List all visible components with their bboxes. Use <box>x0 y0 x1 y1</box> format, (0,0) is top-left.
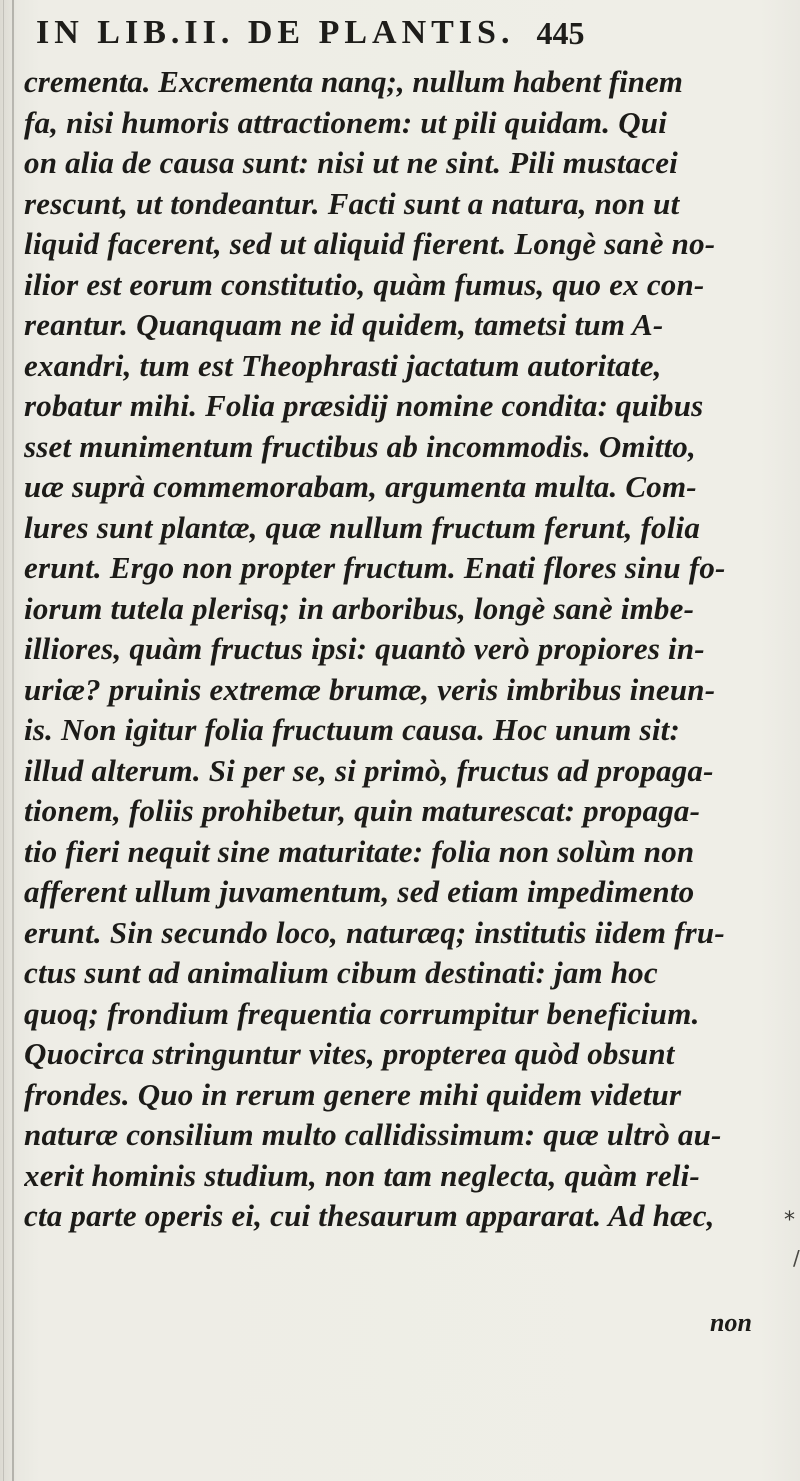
text-line: sset munimentum fructibus ab incommodis. Omitto, <box>24 428 696 464</box>
text-line: rescunt, ut tondeantur. Facti sunt a natura, non ut <box>24 185 680 221</box>
text-line: robatur mihi. Folia præsidij nomine condita: quibus <box>24 388 704 423</box>
text-line: ctus sunt ad animalium cibum destinati: jam hoc <box>24 955 658 990</box>
running-head <box>36 6 776 60</box>
text-line: Quocirca stringuntur vites, propterea quòd obsunt <box>24 1036 675 1071</box>
text-line: naturæ consilium multo callidissimum: quæ ultrò au- <box>24 1117 722 1152</box>
running-title: IN LIB.II. DE PLANTIS. <box>36 14 515 51</box>
text-line: ilior est eorum constitutio, quàm fumus, quo ex con- <box>24 266 705 302</box>
text-line: cta parte operis ei, cui thesaurum appararat. Ad hæc, <box>24 1198 715 1233</box>
text-line: liquid facerent, sed ut aliquid fierent. Longè sanè no- <box>24 226 716 261</box>
text-line: reantur. Quanquam ne id quidem, tametsi tum A- <box>24 307 664 342</box>
text-line: afferent ullum juvamentum, sed etiam impedimento <box>24 874 695 909</box>
margin-slash-mark: / <box>793 1246 800 1270</box>
text-line: lures sunt plantæ, quæ nullum fructum ferunt, folia <box>24 509 701 545</box>
page-number: 445 <box>536 14 585 51</box>
text-line: xerit hominis studium, non tam neglecta, quàm reli- <box>24 1157 700 1193</box>
text-line: quoq; frondium frequentia corrumpitur beneficium. <box>24 995 700 1031</box>
catchword: non <box>710 1308 752 1337</box>
text-line: uriæ? pruinis extremæ brumæ, veris imbribus ineun- <box>24 671 716 707</box>
text-line: illud alterum. Si per se, si primò, fructus ad propaga- <box>24 752 714 788</box>
text-line: iorum tutela plerisq; in arboribus, longè sanè imbe- <box>24 590 695 626</box>
text-line: on alia de causa sunt: nisi ut ne sint. Pili mustacei <box>24 145 678 180</box>
page-gutter-shadow <box>12 0 14 1481</box>
text-line: fa, nisi humoris attractionem: ut pili quidam. Qui <box>24 104 668 140</box>
page-gutter-edge <box>3 0 4 1481</box>
text-line: exandri, tum est Theophrasti jactatum autoritate, <box>24 347 662 383</box>
text-line: tionem, foliis prohibetur, quin maturescat: propaga- <box>24 793 701 828</box>
text-line: tio fieri nequit sine maturitate: folia non solùm non <box>24 833 695 869</box>
text-line: uæ suprà commemorabam, argumenta multa. Com- <box>24 469 697 504</box>
text-line: erunt. Sin secundo loco, naturæq; institutis iidem fru- <box>24 914 725 950</box>
text-line: erunt. Ergo non propter fructum. Enati flores sinu fo- <box>24 550 726 585</box>
text-line: frondes. Quo in rerum genere mihi quidem videtur <box>24 1076 682 1112</box>
text-line: is. Non igitur folia fructuum causa. Hoc unum sit: <box>24 712 680 747</box>
text-line: crementa. Excrementa nanq;, nullum habent finem <box>24 64 683 99</box>
body-text <box>24 62 796 1237</box>
text-line: illiores, quàm fructus ipsi: quantò verò propiores in- <box>24 631 705 666</box>
margin-asterisk-mark: * <box>784 1208 795 1233</box>
